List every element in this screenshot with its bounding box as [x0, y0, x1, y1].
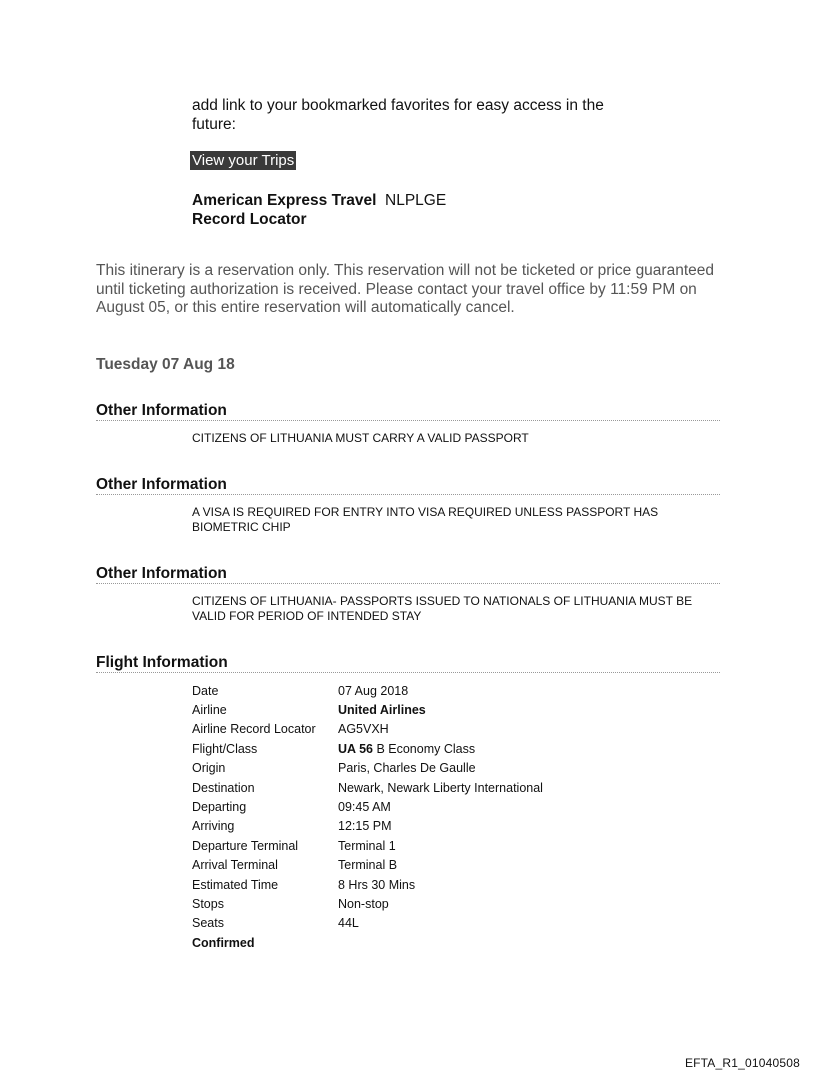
status-confirmed	[192, 933, 338, 952]
value-origin: Paris, Charles De Gaulle	[338, 761, 476, 776]
label-stops: Stops	[192, 896, 224, 911]
value-record-locator: AG5VXH	[338, 722, 389, 737]
value-estimated-time: 8 Hrs 30 Mins	[338, 877, 416, 892]
reservation-notice: This itinerary is a reservation only. This reservation will not be ticketed or price guaranteed until ticketing authorization is received. Please contact your travel office by 11:59 PM on August 05, or this entire reservation will automatically cancel.	[96, 262, 714, 316]
label-flight-class: Flight/Class	[192, 741, 258, 756]
flight-details-table	[192, 681, 543, 952]
row-destination	[192, 778, 543, 797]
row-stops	[192, 894, 543, 913]
record-locator-label-line1: American Express Travel	[192, 192, 377, 209]
row-estimated-time	[192, 875, 543, 894]
label-seats: Seats	[192, 916, 224, 931]
value-airline	[338, 700, 543, 719]
row-airline	[192, 700, 543, 719]
record-locator-value: NLPLGE	[385, 192, 447, 209]
document-id: EFTA_R1_01040508	[684, 1056, 800, 1070]
other-info-title-2: Other Information	[96, 475, 720, 495]
label-destination: Destination	[192, 780, 255, 795]
label-departing: Departing	[192, 800, 247, 815]
label-origin: Origin	[192, 761, 226, 776]
other-info-title-3: Other Information	[96, 564, 720, 584]
airline-name: United Airlines	[338, 703, 426, 718]
date-heading: Tuesday 07 Aug 18	[96, 356, 235, 373]
label-arrival-terminal: Arrival Terminal	[192, 858, 278, 873]
status-text: Confirmed	[192, 935, 255, 950]
value-arrival-terminal: Terminal B	[338, 858, 398, 873]
value-stops: Non-stop	[338, 896, 389, 911]
other-info-text-1: CITIZENS OF LITHUANIA MUST CARRY A VALID PASSPORT	[192, 431, 529, 445]
row-arriving	[192, 817, 543, 836]
label-date: Date	[192, 683, 219, 698]
row-departing	[192, 797, 543, 816]
bookmark-instruction: add link to your bookmarked favorites for easy access in the future:	[192, 97, 604, 133]
view-trips-link[interactable]: View your Trips	[192, 152, 295, 169]
label-record-locator: Airline Record Locator	[192, 722, 316, 737]
label-arriving: Arriving	[192, 819, 235, 834]
row-date	[192, 681, 543, 700]
value-arriving: 12:15 PM	[338, 819, 392, 834]
other-info-title-1: Other Information	[96, 401, 720, 421]
row-seats	[192, 914, 543, 933]
value-seats: 44L	[338, 916, 359, 931]
row-flight-class	[192, 739, 543, 758]
record-locator	[192, 191, 446, 229]
value-departing: 09:45 AM	[338, 800, 391, 815]
flight-number: UA 56	[338, 741, 373, 756]
row-arrival-terminal	[192, 856, 543, 875]
row-departure-terminal	[192, 836, 543, 855]
value-flight-class	[338, 739, 543, 758]
label-airline: Airline	[192, 703, 227, 718]
row-status	[192, 933, 543, 952]
row-record-locator	[192, 720, 543, 739]
value-date: 07 Aug 2018	[338, 683, 409, 698]
other-info-text-3: CITIZENS OF LITHUANIA- PASSPORTS ISSUED TO NATIONALS OF LITHUANIA MUST BE VALID FOR PERIOD OF INTENDED STAY	[192, 594, 693, 623]
row-origin	[192, 759, 543, 778]
label-departure-terminal: Departure Terminal	[192, 838, 299, 853]
record-locator-label-line2: Record Locator	[192, 211, 307, 228]
booking-class: B Economy Class	[376, 741, 476, 756]
value-destination: Newark, Newark Liberty International	[338, 780, 543, 795]
value-departure-terminal: Terminal 1	[338, 838, 396, 853]
label-estimated-time: Estimated Time	[192, 877, 279, 892]
flight-info-title: Flight Information	[96, 653, 720, 673]
other-info-text-2: A VISA IS REQUIRED FOR ENTRY INTO VISA REQUIRED UNLESS PASSPORT HAS BIOMETRIC CHIP	[192, 505, 659, 534]
